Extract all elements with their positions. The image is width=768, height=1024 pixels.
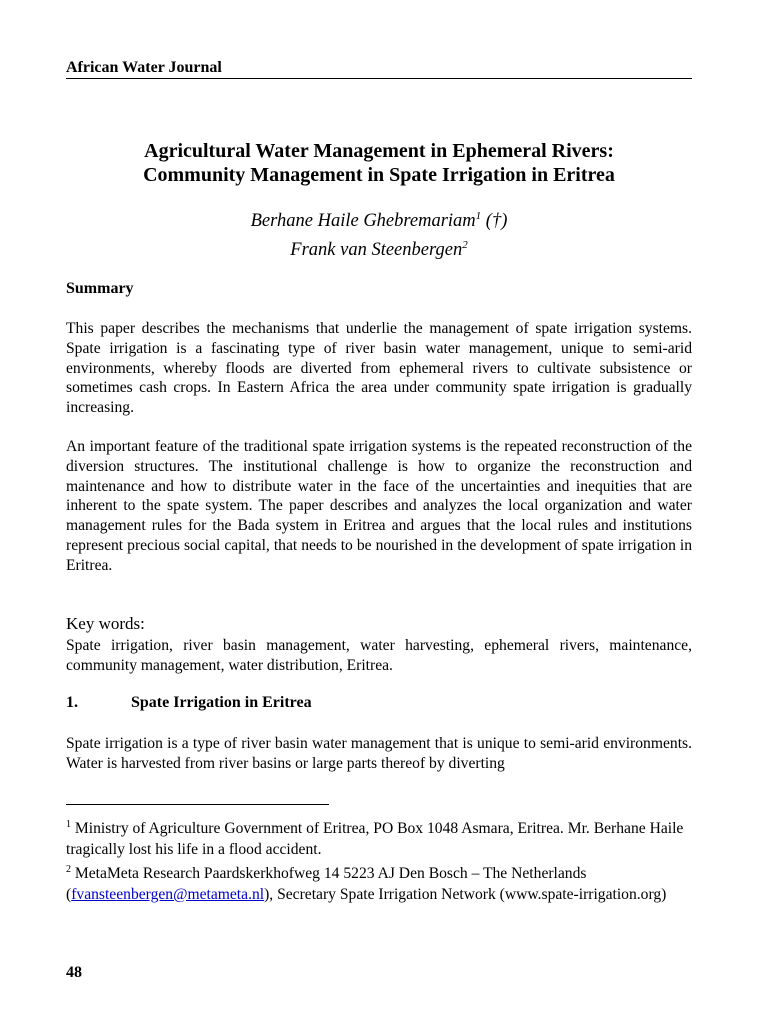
footnote-2-email-link[interactable]: fvansteenbergen@metameta.nl [71, 885, 265, 903]
section-1-title: Spate Irrigation in Eritrea [131, 694, 312, 711]
keywords-heading: Key words: [66, 614, 145, 633]
page-number: 48 [66, 964, 82, 981]
author-1-deceased-mark: (†) [481, 211, 508, 232]
author-2-footnote-mark: 2 [462, 239, 468, 252]
author-1-name: Berhane Haile Ghebremariam [250, 211, 476, 232]
footnote-1 [66, 815, 692, 860]
footnote-1-mark: 1 [66, 819, 71, 830]
paper-title [66, 139, 692, 187]
author-2 [66, 233, 692, 262]
summary-heading: Summary [66, 280, 134, 297]
summary-paragraph-1: This paper describes the mechanisms that underlie the management of spate irrigation systems. Spate irrigation is a fascinating type of river basin water management, unique to semi-arid environments, whereby floods are diverted from ephemeral rivers to cultivate subsistence or sometimes cash crops. In Eastern Africa the area under community spate irrigation is gradually increasing. [66, 320, 692, 417]
footnote-1-text: Ministry of Agriculture Government of Eritrea, PO Box 1048 Asmara, Eritrea. Mr. Berhane Haile tragically lost his life in a flood accident. [66, 820, 684, 858]
footnote-2 [66, 860, 692, 905]
author-1-footnote-mark: 1 [475, 210, 482, 222]
summary-paragraph-2: An important feature of the traditional spate irrigation systems is the repeated reconstruction of the diversion structures. The institutional challenge is how to organize the reconstruction and maintenance and how to distribute water in the face of the uncertainties and inequities that are inherent to the spate system. The paper describes and analyzes the local organization and water management rules for the Bada system in Eritrea and argues that the local rules and institutions represent precious social capital, that needs to be nourished in the development of spate irrigation in Eritrea. [66, 438, 692, 574]
footnote-2-mark: 2 [66, 864, 71, 876]
section-1-heading [66, 694, 312, 712]
author-1 [66, 204, 692, 233]
footnote-2-text-b: ), Secretary Spate Irrigation Network (www.spate-irrigation.org) [264, 885, 667, 903]
section-1-number: 1. [66, 694, 78, 711]
section-1-text: Spate irrigation is a type of river basin water management that is unique to semi-arid environments. Water is harvested from river basins or large parts thereof by diverting [66, 735, 692, 772]
author-2-name: Frank van Steenbergen [290, 240, 463, 261]
title-line-1: Agricultural Water Management in Ephemeral Rivers: [144, 140, 614, 162]
title-line-2: Community Management in Spate Irrigation in Eritrea [143, 164, 615, 186]
keywords-text: Spate irrigation, river basin management, water harvesting, ephemeral rivers, maintenance, community management, water distribution, Eritrea. [66, 637, 692, 674]
journal-header: African Water Journal [66, 58, 692, 79]
footnote-2-text-a: MetaMeta Research Paardskerkhofweg 14 5223 AJ Den Bosch – The Netherlands ( [66, 865, 587, 903]
author-list [66, 204, 692, 262]
footnote-separator [66, 804, 329, 805]
footnotes [66, 815, 692, 905]
